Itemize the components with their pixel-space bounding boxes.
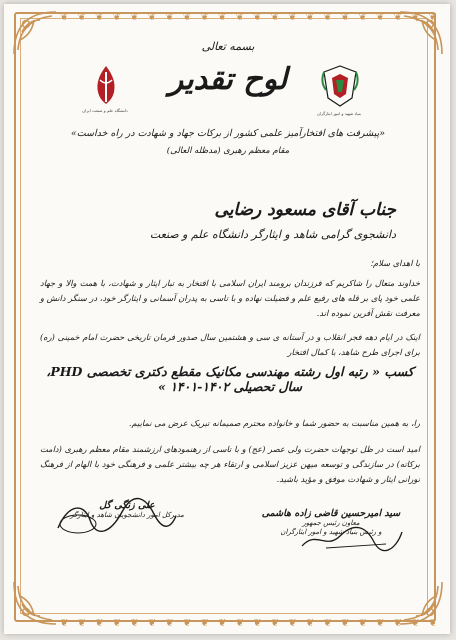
bismillah-heading: بسمه تعالی bbox=[201, 40, 255, 53]
body-paragraph-4: امید است در ظل توجهات حضرت ولی عصر (عج) و با تاسی از رهنمودهای ارزشمند مقام معظم رهبری (دامت برکاته) در سازندگی و توسعه میهن عزیز اسلامی و ارتقاء هر چه بیشتر علمی و فرهنگی خود با الهام از فرهنگ نورانی ایثار و شهادت موفق و مؤید باشید. bbox=[40, 444, 420, 484]
signer-name-left: علی زنگی گل bbox=[99, 500, 155, 511]
handwritten-signature-right-icon bbox=[296, 520, 406, 554]
certificate-title: لوح تقدیر bbox=[168, 62, 288, 97]
right-logo-caption: بنیاد شهید و امور ایثارگران bbox=[316, 111, 362, 116]
greeting-text: با اهدای سلام؛ bbox=[370, 258, 420, 268]
body-paragraph-3: را، به همین مناسبت به حضور شما و خانواده محترم صمیمانه تبریک عرض می نماییم. bbox=[128, 418, 420, 428]
motto-attribution: مقام معظم رهبری (مدظله العالی) bbox=[166, 146, 290, 156]
bonyad-shahid-logo-icon bbox=[318, 62, 362, 110]
body-paragraph-2: اینک در ایام دهه فجر انقلاب و در آستانه ی سی و هشتمین سال صدور فرمان تاریخی حضرت امام خمینی (ره) برای اجرای طرح شاهد، با کمال افتخار bbox=[40, 332, 420, 357]
achievement-rank-line: کسب « رتبه اول رشته مهندسی مکانیک مقطع دکتری تخصصی PHD، سال تحصیلی ۱۴۰۲-۱۴۰۱ » bbox=[46, 364, 414, 394]
signer-role-right-2: و رئیس بنیاد شهید و امور ایثارگران bbox=[280, 528, 382, 536]
corner-ornament-icon bbox=[12, 580, 58, 626]
body-paragraph-1: خداوند متعال را شاکریم که فرزندان برومند ایران اسلامی با افتخار به تبار ایثار و شهادت، با همت والا و جهاد علمی خود پای بر قله های رفیع علم و فضیلت نهاده و با تاسی به پدران آسمانی و ایثارگر خود، در سنگر دانش و معرفت نقش آفرین نموده اند. bbox=[40, 278, 420, 318]
ornament-top-edge: ❦ ❦ ❦ ❦ ❦ ❦ ❦ ❦ ❦ ❦ ❦ ❦ ❦ ❦ ❦ ❦ ❦ ❦ ❦ ❦ ❦ ❦ bbox=[60, 12, 441, 23]
handwritten-signature-left-icon bbox=[50, 494, 180, 540]
motto-quote: «پیشرفت های افتخارآمیز علمی کشور از برکات جهاد و شهادت در راه خداست» bbox=[70, 128, 386, 139]
corner-ornament-icon bbox=[398, 580, 444, 626]
recipient-name: جناب آقای مسعود رضایی bbox=[214, 200, 396, 220]
signer-role-left-1: مدیرکل امور دانشجویان شاهد و ایثارگر bbox=[70, 511, 184, 519]
left-logo-caption: دانشگاه علم و صنعت ایران bbox=[82, 108, 128, 113]
iran-emblem-icon bbox=[86, 62, 126, 108]
recipient-description: دانشجوی گرامی شاهد و ایثارگر دانشگاه علم و صنعت bbox=[149, 228, 396, 241]
signer-name-right: سید امیرحسین قاضی زاده هاشمی bbox=[261, 508, 401, 519]
signer-role-right-1: معاون رئیس جمهور bbox=[302, 519, 360, 527]
ornament-bottom-edge: ❦ ❦ ❦ ❦ ❦ ❦ ❦ ❦ ❦ ❦ ❦ ❦ ❦ ❦ ❦ ❦ ❦ ❦ ❦ ❦ ❦ ❦ bbox=[60, 618, 441, 629]
